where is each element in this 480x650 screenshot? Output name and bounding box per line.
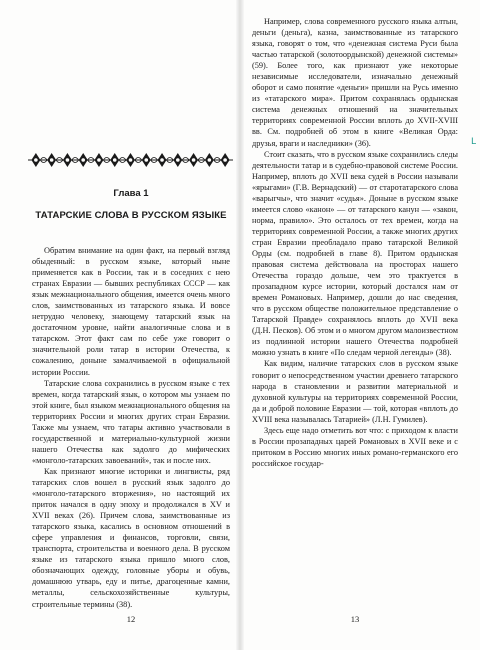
right-page	[240, 0, 480, 650]
floral-ornament-icon	[28, 152, 233, 168]
paragraph: Татарские слова сохранились в русском языке с тех времен, когда татарский язык, о котором мы узнаем по этой книге, был языком межнационального общения на территориях России и многих других стран Евразии. Также мы узнаем, что татары активно участвовали в государственной и материально-культурной жизни нашего Отечества как задолго до мифических «монголо-татарских завоеваний», так и после них.	[32, 378, 230, 465]
bookmark-edge-icon: ᒪ	[471, 137, 477, 147]
left-body-text	[32, 245, 230, 610]
paragraph: Как видим, наличие татарских слов в русском языке говорит о непосредственном участии древнего татарского народа в становлении и развитии материальной и духовной культуры на территориях современной России, да и доброй половине Евразии — той, которая «вплоть до XVIII века называлась Татарией» (Л.Н. Гумилев).	[252, 359, 458, 424]
paragraph: Здесь еще надо отметить вот что: с приходом к власти в России прозападных царей Романовых в XVII веке и с притоком в Россию многих иных романо-германского его российское государ-	[252, 425, 458, 468]
chapter-number: Глава 1	[113, 188, 149, 199]
paragraph: Обратим внимание на один факт, на первый взгляд обыденный: в русском языке, который ныне применяется как в России, так и в соседних с нею странах Евразии — бывших республиках СССР — как язык межнационального общения, имеется очень много слов, заимствованных из татарского языка. И вовсе нетрудно человеку, знающему татарский язык на достаточном уровне, найти аналогичные слова и в татарском. Этот факт сам по себе уже говорит о значительной роли татар в истории Отечества, к сожалению, доныне замалчиваемой в официальной истории России.	[32, 246, 230, 377]
paragraph: Стоит сказать, что в русском языке сохранились следы деятельности татар и в судебно-правовой системе России. Например, вплоть до XVII века судей в России называли «ярыгами» (Г.В. Вернадский) — от старотатарского слова «варыгчы», что значит «судья». Доныне в русском языке имеется слово «канон» — от татарского канун — «закон, норма, правило». Это осталось от тех времен, когда на территориях современной России, а также многих других стран Евразии преобладало право татарской Великой Орды (см. подробней в главе 8). Притом ордынская правовая система действовала на просторах нашего Отечества гораздо дольше, чем это трактуется в прозападном курсе истории, который достался нам от времен Романовых. Например, дошли до нас сведения, что в русском обществе положительное представление о Татарской Правде» сохранялось вплоть до XVII века (Д.Н. Песков). Об этом и о многом другом малоизвестном из подлинной истории нашего Отечества подробней можно узнать в книге «По следам черной легенды» (38).	[252, 149, 458, 358]
paragraph: Например, слова современного русского языка алтын, деньги (деньга), казна, заимствованные из татарского языка, говорят о том, что «денежная система Руси была частью татарской (золотоордынской) денежной системы» (59). Более того, как признают уже некоторые независимые исследователи, изначально денежный оборот и само понятие «деньги» пришли на Русь именно из «татарского мира». Притом сохранялась ордынская система денежных отношений на значительных территориях современной России вплоть до XVII-XVIII вв. См. подробней об этом в книге «Великая Орда: друзья, враги и наследники» (36).	[252, 17, 458, 148]
paragraph: Как признают многие историки и лингвисты, ряд татарских слов вошел в русский язык задолго до «монголо-татарского вторжения», но настоящий их приток начался в одну эпоху и продолжался в XV и XVII веках (26). Причем слова, заимствованные из татарского языка, касались в основном отношений в сфере управления и финансов, торговли, связи, транспорта, строительства и военного дела. В русском языке из татарского языка пришло много слов, обозначающих одежду, головные уборы и обувь, домашнюю утварь, еду и питье, драгоценные камни, металлы, сельскохозяйственные культуры, строительные термины (38).	[32, 466, 230, 609]
page-number: 13	[350, 614, 360, 624]
page-number: 12	[126, 614, 136, 624]
chapter-title: ТАТАРСКИЕ СЛОВА В РУССКОМ ЯЗЫКЕ	[35, 210, 227, 221]
right-body-text	[252, 16, 458, 469]
